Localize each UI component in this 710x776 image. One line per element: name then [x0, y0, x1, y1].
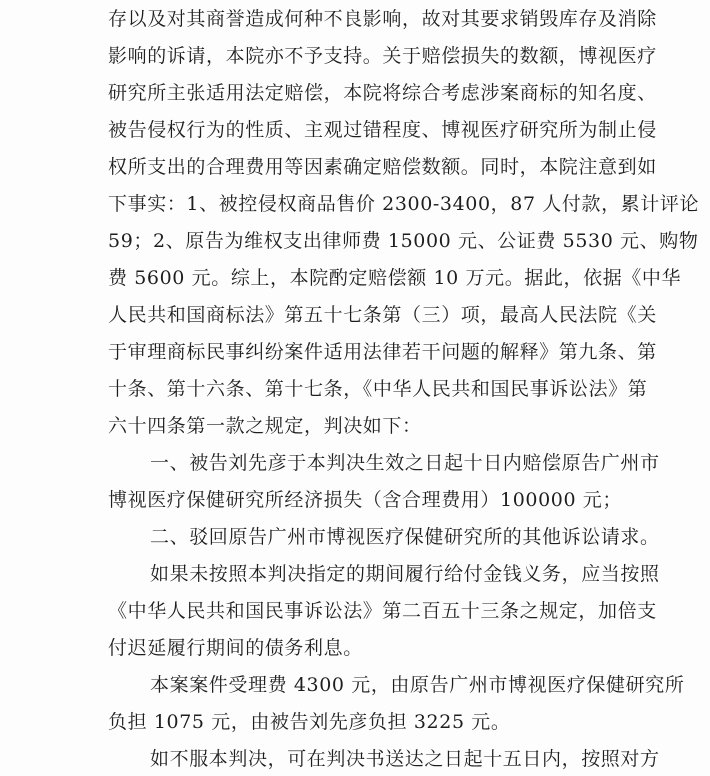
text-line-16: 如果未按照本判决指定的期间履行给付金钱义务，应当按照 [150, 563, 660, 585]
text-line-5: 权所支出的合理费用等因素确定赔偿数额。同时，本院注意到如 [108, 156, 657, 178]
text-line-9: 人民共和国商标法》第五十七条第（三）项，最高人民法院《关 [108, 304, 657, 326]
text-line-1: 存以及对其商誉造成何种不良影响，故对其要求销毁库存及消除 [108, 8, 657, 30]
text-line-7: 59；2、原告为维权支出律师费 15000 元、公证费 5530 元、购物 [108, 230, 699, 252]
text-line-10: 于审理商标民事纠纷案件适用法律若干问题的解释》第九条、第 [108, 341, 657, 363]
text-line-18: 付迟延履行期间的债务利息。 [108, 637, 363, 659]
text-line-2: 影响的诉请，本院亦不予支持。关于赔偿损失的数额，博视医疗 [108, 45, 657, 67]
text-line-17: 《中华人民共和国民事诉讼法》第二百五十三条之规定，加倍支 [108, 600, 657, 622]
text-line-13: 一、被告刘先彦于本判决生效之日起十日内赔偿原告广州市 [150, 452, 660, 474]
text-line-6: 下事实：1、被控侵权商品售价 2300-3400，87 人付款，累计评论 [108, 193, 700, 215]
text-line-12: 六十四条第一款之规定，判决如下： [108, 415, 422, 437]
text-line-15: 二、驳回原告广州市博视医疗保健研究所的其他诉讼请求。 [150, 526, 660, 548]
text-line-14: 博视医疗保健研究所经济损失（含合理费用）100000 元； [108, 489, 622, 511]
text-line-11: 十条、第十六条、第十七条，《中华人民共和国民事诉讼法》第 [108, 378, 648, 400]
text-line-8: 费 5600 元。综上，本院酌定赔偿额 10 万元。据此，依据《中华 [108, 267, 682, 289]
text-line-21: 如不服本判决，可在判决书送达之日起十五日内，按照对方 [150, 748, 660, 770]
text-line-3: 研究所主张适用法定赔偿，本院将综合考虑涉案商标的知名度、 [108, 82, 657, 104]
text-line-19: 本案案件受理费 4300 元，由原告广州市博视医疗保健研究所 [150, 674, 685, 696]
text-line-4: 被告侵权行为的性质、主观过错程度、博视医疗研究所为制止侵 [108, 119, 657, 141]
text-line-20: 负担 1075 元，由被告刘先彦负担 3225 元。 [108, 711, 511, 733]
